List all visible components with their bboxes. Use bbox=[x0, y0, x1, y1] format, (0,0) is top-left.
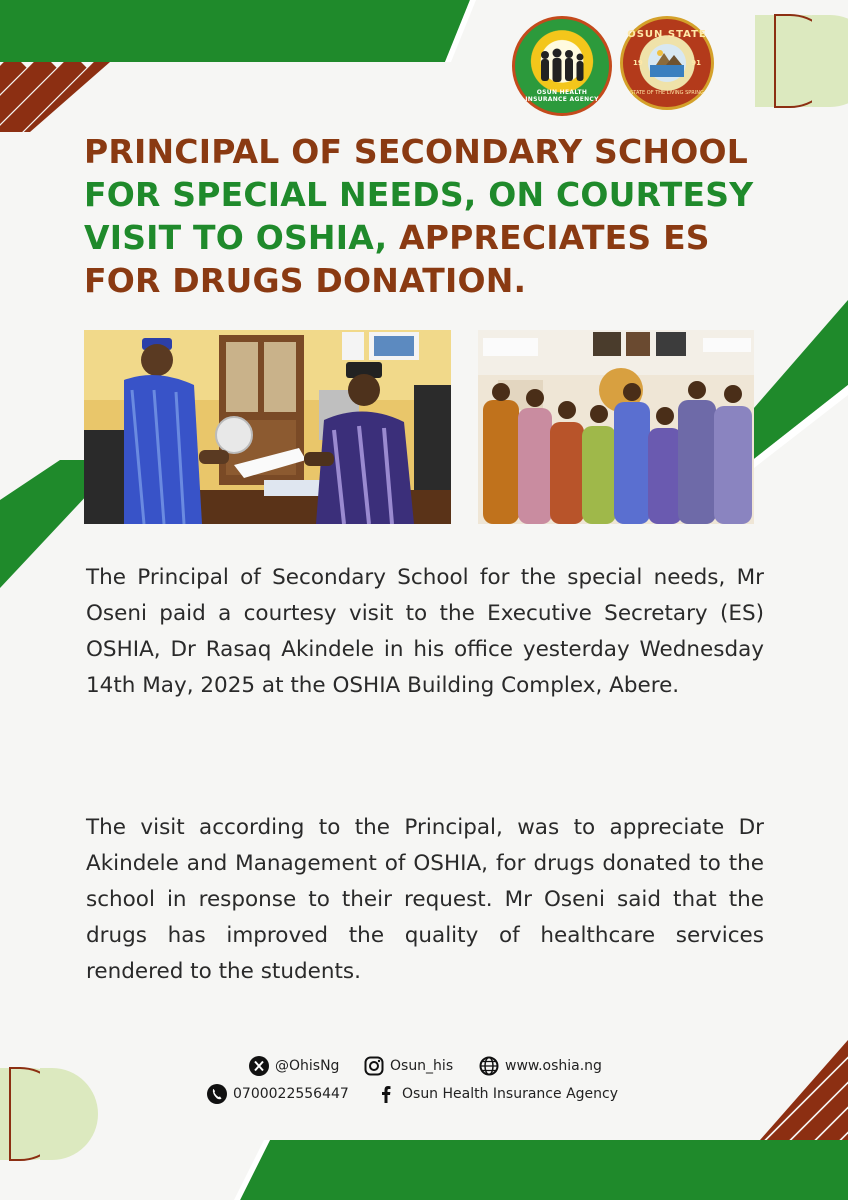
bottom-green-bar bbox=[240, 1140, 848, 1200]
osun-logo-title: OSUN STATE bbox=[627, 29, 707, 40]
osun-logo-year-right: 91 bbox=[691, 59, 701, 67]
phone-number: 0700022556447 bbox=[233, 1086, 349, 1102]
top-green-bar bbox=[0, 0, 470, 62]
globe-icon bbox=[479, 1056, 499, 1076]
photo-document-handover bbox=[84, 330, 451, 524]
osun-logo-motto: STATE OF THE LIVING SPRING bbox=[630, 90, 704, 96]
contact-instagram[interactable] bbox=[364, 1056, 453, 1076]
osun-emblem-icon bbox=[650, 47, 684, 77]
osun-logo-year-left: 19 bbox=[633, 59, 643, 67]
contact-phone[interactable] bbox=[207, 1084, 349, 1104]
instagram-handle: Osun_his bbox=[390, 1058, 454, 1074]
contact-x[interactable] bbox=[249, 1056, 339, 1076]
semicircles-top-right bbox=[755, 15, 848, 107]
oshia-logo bbox=[512, 16, 612, 116]
headline-line-4: FOR DRUGS DONATION. bbox=[84, 261, 527, 300]
contact-facebook[interactable] bbox=[376, 1084, 618, 1104]
website-url: www.oshia.ng bbox=[505, 1058, 602, 1074]
facebook-icon bbox=[376, 1084, 396, 1104]
x-handle: @OhisNg bbox=[275, 1058, 340, 1074]
phone-icon bbox=[207, 1084, 227, 1104]
semicircles-bottom-left bbox=[0, 1068, 98, 1160]
facebook-page: Osun Health Insurance Agency bbox=[402, 1086, 619, 1102]
headline bbox=[84, 130, 764, 302]
people-silhouette-icon bbox=[537, 47, 587, 83]
paragraph-1: The Principal of Secondary School for the special needs, Mr Oseni paid a courtesy visit to the Executive Secretary (ES) OSHIA, Dr Rasaq Akindele in his office yesterday Wednesday 14th May, 2025 at the OSHIA Building Complex, Abere. bbox=[86, 565, 764, 698]
headline-line-3-green: VISIT TO OSHIA, bbox=[84, 218, 400, 257]
osun-state-logo bbox=[620, 16, 714, 110]
paragraph-2: The visit according to the Principal, was to appreciate Dr Akindele and Management of OSHIA, for drugs donated to the school in response to their request. Mr Oseni said that the drugs has improved the quality of healthcare services rendered to the students. bbox=[86, 815, 764, 984]
headline-line-2: FOR SPECIAL NEEDS, ON COURTESY bbox=[84, 175, 754, 214]
photo-group bbox=[478, 330, 754, 524]
contact-website[interactable] bbox=[479, 1056, 602, 1076]
headline-line-3 bbox=[84, 216, 764, 259]
headline-line-3-brown: APPRECIATES ES bbox=[399, 218, 710, 257]
instagram-icon bbox=[364, 1056, 384, 1076]
headline-line-1: PRINCIPAL OF SECONDARY SCHOOL bbox=[84, 132, 748, 171]
x-icon bbox=[249, 1056, 269, 1076]
oshia-logo-text: OSUN HEALTH INSURANCE AGENCY bbox=[525, 89, 599, 103]
